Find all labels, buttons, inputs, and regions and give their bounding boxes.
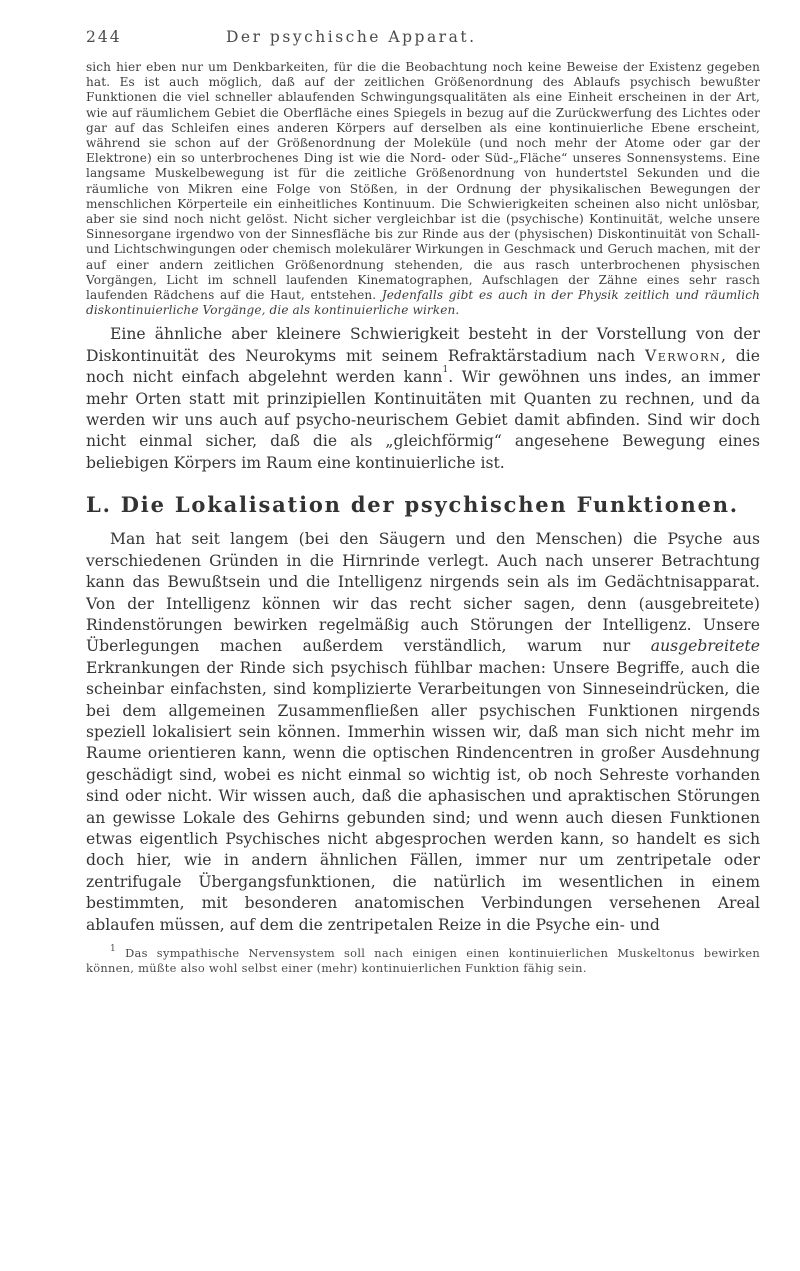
section-italic-word: ausgebreitete bbox=[650, 637, 760, 656]
body-paragraph-neurokym bbox=[86, 324, 760, 474]
author-name-verworn: Verworn bbox=[644, 346, 722, 365]
section-text-a: Man hat seit langem (bei den Säugern und den Menschen) die Psyche aus verschiedenen Gründen in die Hirnrinde verlegt. Auch nach unserer Betrachtung kann das Bewußtsein und die Intelligenz nirgends sein als im Gedächtnisapparat. Von der Intelligenz können wir das recht sicher sagen, denn (ausgebreitete) Rindenstörungen bewirken regelmäßig auch Störungen der Intelligenz. Unsere Überlegungen machen außerdem verständlich, warum nur bbox=[86, 530, 760, 656]
paragraph-2-text-a: Eine ähnliche aber kleinere Schwierigkeit besteht in der Vorstellung von der Diskontinuität des Neurokyms mit seinem Refraktärstadium nach bbox=[86, 325, 760, 365]
body-paragraph-lokalisation bbox=[86, 529, 760, 936]
paragraph-2-text-c: . Wir gewöhnen uns indes, an immer mehr Orten statt mit prinzipiellen Kontinuitäten mit Quanten zu rechnen, und da werden wir uns auch auf psycho-neurischem Gebiet damit abfinden. Sind wir doch nicht einmal sicher, daß die als „gleichförmig“ angesehene Bewegung eines beliebigen Körpers im Raum eine kontinuierliche ist. bbox=[86, 368, 760, 472]
footnote bbox=[86, 946, 760, 975]
small-print-paragraph bbox=[86, 60, 760, 318]
page-number: 244 bbox=[86, 28, 122, 46]
running-head bbox=[86, 28, 760, 46]
small-print-italic-conclusion: Jedenfalls gibt es auch in der Physik zeitlich und räumlich diskontinuierliche Vorgänge, die als kontinuierliche wirken. bbox=[86, 288, 761, 318]
paragraph-2-text-b: , die noch nicht einfach abgelehnt werden kann bbox=[86, 346, 760, 387]
section-text-b: Erkrankungen der Rinde sich psychisch fühlbar machen: Unsere Begriffe, auch die scheinbar einfachsten, sind komplizierte Verarbeitungen von Sinneseindrücken, die bei dem allgemeinen Zusammenfließen aller psychischen Funktionen nirgends speziell lokalisiert sein können. Immerhin wissen wir, daß man sich nicht mehr im Raume orientieren kann, wenn die optischen Rindencentren in großer Ausdehnung geschädigt sind, wobei es nicht einmal so wichtig ist, ob noch Sehreste vorhanden sind oder nicht. Wir wissen auch, daß die aphasischen und apraktischen Störungen an gewisse Lokale des Gehirns gebunden sind; und wenn auch diesen Funktionen etwas eigentlich Psychisches nicht abgesprochen werden kann, so handelt es sich doch hier, wie in andern ähnlichen Fällen, immer nur um zentripetale oder zentrifugale Übergangsfunktionen, die natürlich im wesentlichen in einem bestimmten, mit besonderen anatomischen Verbindungen versehenen Areal ablaufen müssen, auf dem die zentripetalen Reize in die Psyche ein- und bbox=[86, 658, 760, 934]
running-title: Der psychische Apparat. bbox=[226, 28, 477, 46]
section-heading: L. Die Lokalisation der psychischen Funktionen. bbox=[86, 492, 739, 518]
footnote-marker: 1 bbox=[110, 944, 117, 955]
footnote-reference: 1 bbox=[442, 365, 449, 376]
footnote-text: Das sympathische Nervensystem soll nach einigen einen kontinuierlichen Muskeltonus bewirken können, müßte also wohl selbst einer (mehr) kontinuierlichen Funktion fähig sein. bbox=[86, 946, 761, 975]
small-print-text: sich hier eben nur um Denkbarkeiten, für die die Beobachtung noch keine Beweise der Existenz gegeben hat. Es ist auch möglich, daß auf der zeitlichen Größenordnung des Ablaufs psychisch bewußter Funktionen die viel schneller ablaufenden Schwingungsqualitäten als eine Einheit erscheinen in der Art, wie auf räumlichem Gebiet die Oberfläche eines Spiegels in bezug auf die Zurückwerfung des Lichtes oder gar auf das Schleifen eines anderen Körpers auf derselben als eine kontinuierliche Ebene erscheint, während sie schon auf der Größenordnung der Moleküle (und noch mehr der Atome oder gar der Elektrone) ein so unterbrochenes Ding ist wie die Nord- oder Süd-„Fläche“ unseres Sonnensystems. Eine langsame Muskelbewegung ist für die zeitliche Größenordnung von hundertstel Sekunden und die räumliche von Mikren eine Folge von Stößen, in der Ordnung der physikalischen Bewegungen der menschlichen Körperteile ein einheitliches Kontinuum. Die Schwierigkeiten scheinen also nicht unlösbar, aber sie sind noch nicht gelöst. Nicht sicher vergleichbar ist die (psychische) Kontinuität, welche unsere Sinnesorgane irgendwo von der Sinnesfläche bis zur Rinde aus der (physischen) Diskontinuität von Schall- und Lichtschwingungen oder chemisch molekulärer Wirkungen in Geschmack und Geruch machen, mit der auf einer andern zeitlichen Größenordnung stehenden, die aus rasch unterbrochenen physischen Vorgängen, Licht im schnell laufenden Kinematographen, Aufschlagen der Zähne eines sehr rasch laufenden Rädchens auf die Haut, entstehen. bbox=[86, 60, 760, 303]
